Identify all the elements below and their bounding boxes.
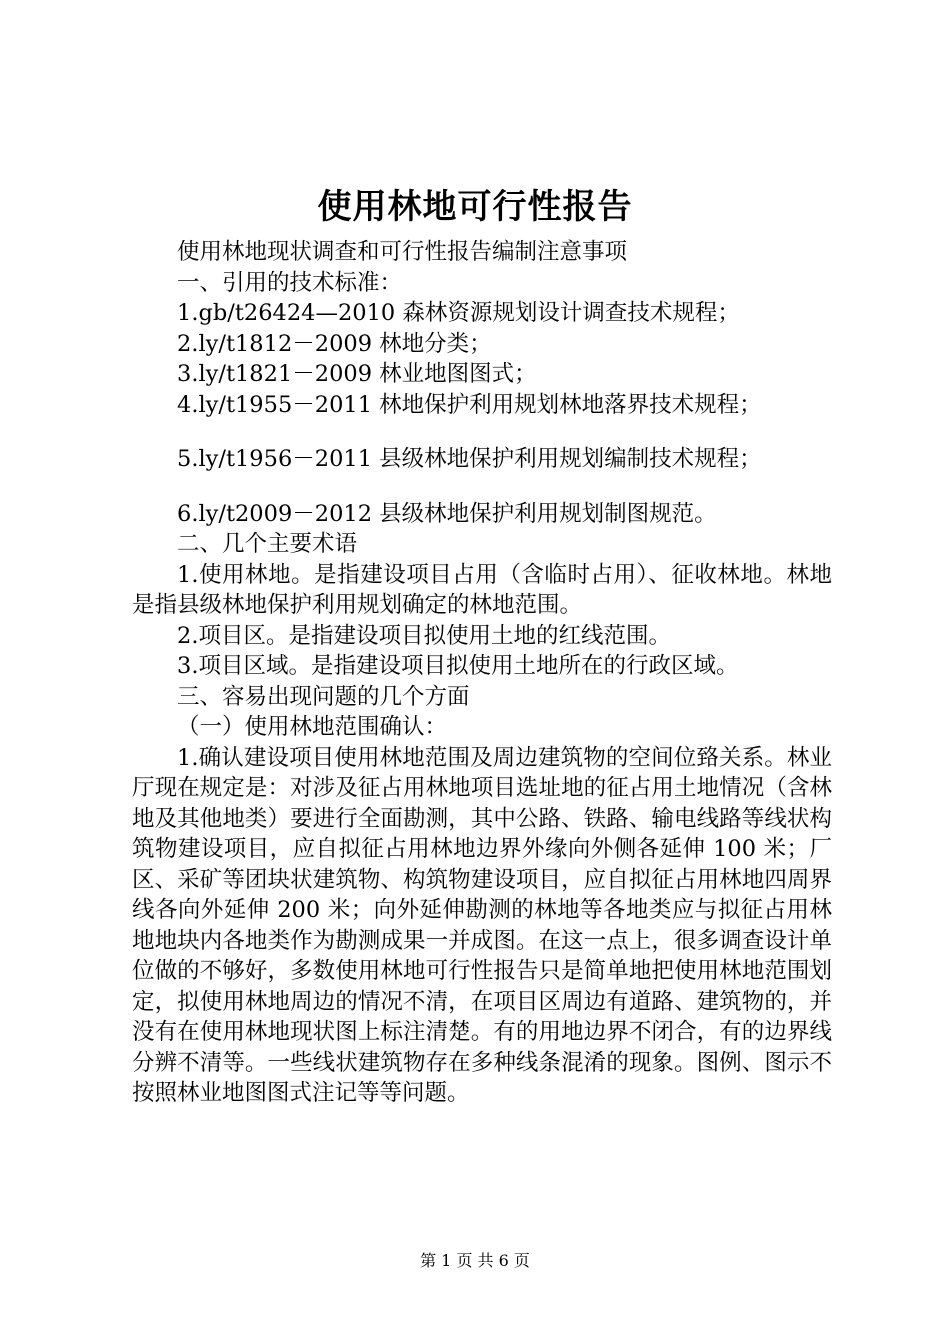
document-body xyxy=(132,237,832,1109)
list-item-standard-5: 5.ly/t1956－2011 县级林地保护利用规划编制技术规程； xyxy=(177,446,762,472)
issue-paragraph-1: 1.确认建设项目使用林地范围及周边建筑物的空间位臵关系。林业厅现在规定是：对涉及征占用林地项目选址地的征占用土地情况（含林地及其他地类）要进行全面勘测，其中公路、铁路、输电线路等线状构筑物建设项目，应自拟征占用林地边界外缘向外侧各延伸 100 米；厂区、采矿等团块状建筑物、构筑物建设项目，应自拟征占用林地四周界线各向外延伸 200 米；向外延伸勘测的林地等各地类应与拟征占用林地地块内各地类作为勘测成果一并成图。在这一点上，很多调查设计单位做的不够好，多数使用林地可行性报告只是简单地把使用林地范围划定，拟使用林地周边的情况不清，在项目区周边有道路、建筑物的，并没有在使用林地现状图上标注清楚。有的用地边界不闭合，有的边界线分辨不清等。一些线状建筑物存在多种线条混淆的现象。图例、图示不按照林业地图图式注记等等问题。 xyxy=(132,744,832,1106)
list-item-standard-2: 2.ly/t1812－2009 林地分类； xyxy=(177,330,492,357)
subsection-heading-scope: （一）使用林地范围确认： xyxy=(177,714,448,740)
term-item-2: 2.项目区。是指建设项目拟使用土地的红线范围。 xyxy=(177,622,671,649)
paragraph-subtitle: 使用林地现状调查和可行性报告编制注意事项 xyxy=(177,239,628,265)
list-item-standard-6: 6.ly/t2009－2012 县级林地保护利用规划制图规范。 xyxy=(177,500,717,527)
list-item-standard-4: 4.ly/t1955－2011 林地保护利用规划林地落界技术规程； xyxy=(177,391,762,418)
page-footer: 第 1 页 共 6 页 xyxy=(420,1251,530,1270)
list-item-standard-1: 1.gb/t26424—2010 森林资源规划设计调查技术规程； xyxy=(177,300,740,326)
list-item-standard-3: 3.ly/t1821－2009 林业地图图式； xyxy=(177,361,537,387)
term-item-3: 3.项目区域。是指建设项目拟使用土地所在的行政区域。 xyxy=(177,653,739,679)
section-heading-standards: 一、引用的技术标准： xyxy=(177,269,403,296)
term-item-1: 1.使用林地。是指建设项目占用（含临时占用）、征收林地。林地是指县级林地保护利用规划确定的林地范围。 xyxy=(132,561,832,618)
section-heading-issues: 三、容易出现问题的几个方面 xyxy=(177,683,470,710)
section-heading-terms: 二、几个主要术语 xyxy=(177,531,358,557)
document-title: 使用林地可行性报告 xyxy=(317,187,633,227)
